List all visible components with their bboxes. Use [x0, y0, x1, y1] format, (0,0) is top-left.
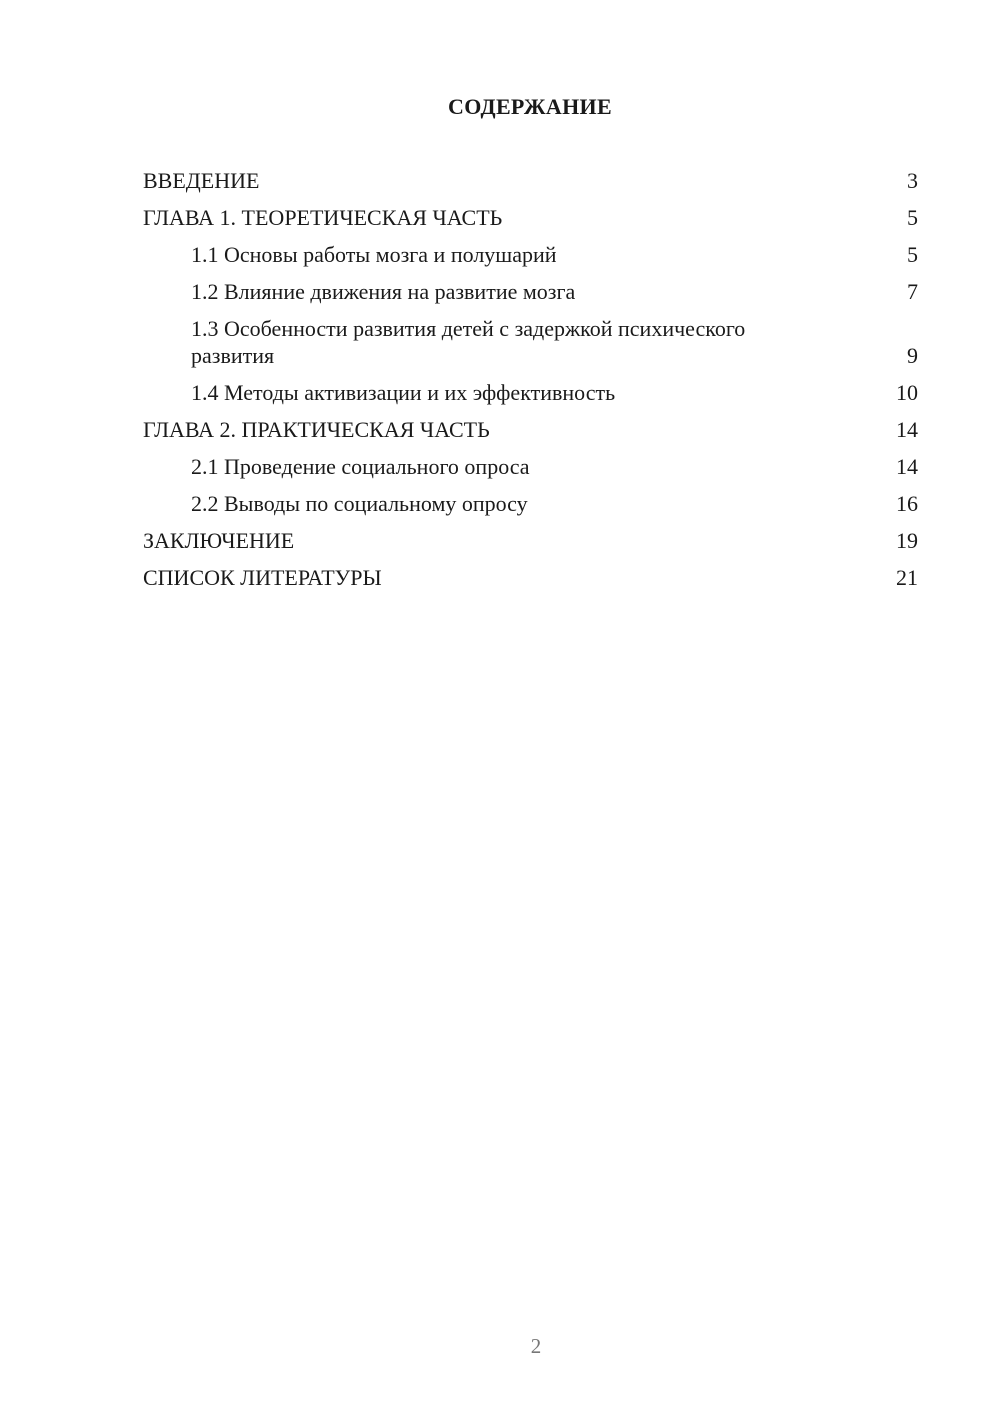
toc-entry-title: ГЛАВА 2. ПРАКТИЧЕСКАЯ ЧАСТЬ — [143, 417, 490, 442]
toc-entry-page: 10 — [896, 380, 918, 405]
toc-entry[interactable] — [143, 527, 918, 554]
toc-entry[interactable] — [143, 416, 918, 443]
toc-entry[interactable] — [143, 379, 918, 406]
toc-entry-page: 16 — [896, 491, 918, 516]
toc-entry-title: ЗАКЛЮЧЕНИЕ — [143, 528, 295, 553]
toc-entry-page: 5 — [907, 205, 918, 230]
toc-entry[interactable] — [143, 241, 918, 268]
toc-entry-title: 1.2 Влияние движения на развитие мозга — [191, 279, 576, 304]
toc-entry-title: 2.1 Проведение социального опроса — [191, 454, 530, 479]
toc-entry-page: 14 — [896, 454, 918, 479]
toc-entry-page: 5 — [907, 242, 918, 267]
toc-entry[interactable] — [143, 315, 918, 369]
table-of-contents — [143, 167, 918, 601]
toc-entry[interactable] — [143, 278, 918, 305]
toc-entry-title: ГЛАВА 1. ТЕОРЕТИЧЕСКАЯ ЧАСТЬ — [143, 205, 503, 230]
toc-entry-page: 21 — [896, 565, 918, 590]
toc-entry-title: ВВЕДЕНИЕ — [143, 168, 260, 193]
toc-entry-title: 1.1 Основы работы мозга и полушарий — [191, 242, 557, 267]
toc-entry-title: 2.2 Выводы по социальному опросу — [191, 491, 528, 516]
toc-entry-page: 14 — [896, 417, 918, 442]
toc-entry[interactable] — [143, 564, 918, 591]
toc-heading: СОДЕРЖАНИЕ — [448, 94, 612, 119]
page-number: 2 — [530, 1334, 542, 1358]
toc-entry-title: 1.4 Методы активизации и их эффективность — [191, 380, 616, 405]
toc-entry[interactable] — [143, 490, 918, 517]
toc-entry-page: 9 — [907, 343, 918, 368]
toc-entry[interactable] — [143, 453, 918, 480]
toc-entry[interactable] — [143, 167, 918, 194]
toc-entry-title: СПИСОК ЛИТЕРАТУРЫ — [143, 565, 382, 590]
toc-entry-page: 19 — [896, 528, 918, 553]
toc-entry-page: 7 — [907, 279, 918, 304]
toc-entry-title: 1.3 Особенности развития детей с задержкой психического развития — [191, 316, 746, 368]
toc-entry-page: 3 — [907, 168, 918, 193]
toc-entry[interactable] — [143, 204, 918, 231]
